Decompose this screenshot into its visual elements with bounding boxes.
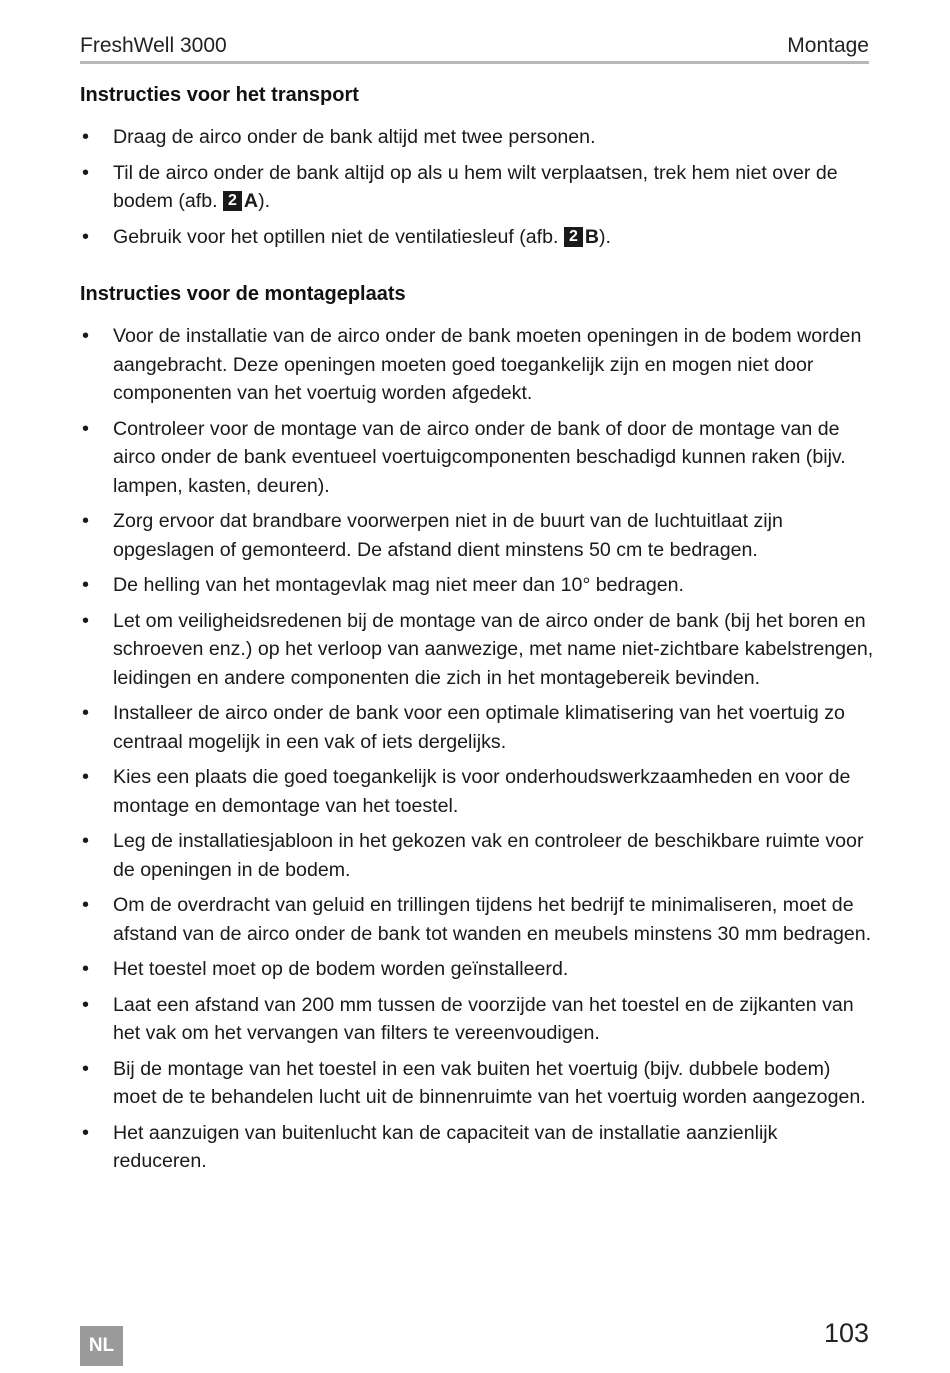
list-item-text: Om de overdracht van geluid en trillingen tijdens het bedrijf te minimaliseren, moet de afstand van de airco onder de bank tot wanden en meubels minstens 30 mm bedragen. <box>113 894 872 945</box>
bullet-icon: • <box>82 161 90 184</box>
bullet-icon: • <box>82 993 90 1016</box>
list-item-text: Controleer voor de montage van de airco onder de bank of door de montage van de airco onder de bank eventueel voertuigcomponenten beschadigd kunnen raken (bijv. lampen, kasten, deuren). <box>113 417 846 497</box>
list-item <box>80 159 875 216</box>
list-item-text: Til de airco onder de bank altijd op als u hem wilt verplaatsen, trek hem niet over de bodem (afb. <box>113 161 838 212</box>
bullet-icon: • <box>82 574 90 596</box>
header-chapter-name: Montage <box>787 34 869 57</box>
list-item <box>80 891 875 948</box>
list-item <box>80 827 875 884</box>
page-number: 103 <box>823 1318 869 1348</box>
list-item-text: Het toestel moet op de bodem worden geïnstalleerd. <box>113 958 569 980</box>
figure-part-label: B <box>584 225 599 248</box>
bullet-icon: • <box>82 958 90 980</box>
list-item-text: Draag de airco onder de bank altijd met twee personen. <box>113 126 596 148</box>
list-item-text: Zorg ervoor dat brandbare voorwerpen niet in de buurt van de luchtuitlaat zijn opgeslagen of gemonteerd. De afstand dient minstens 50 cm te bedragen. <box>113 510 783 561</box>
list-item <box>80 507 875 564</box>
list-item-text: Voor de installatie van de airco onder de bank moeten openingen in de bodem worden aangebracht. Deze openingen moeten goed toegankelijk zijn en mogen niet door componenten van het voertuig worden afgedekt. <box>113 325 862 404</box>
list-item <box>80 763 875 820</box>
bullet-icon: • <box>82 894 90 916</box>
bullet-icon: • <box>82 417 90 440</box>
list-item <box>80 607 875 693</box>
list-item-text-end: ). <box>258 190 271 212</box>
bullet-icon: • <box>82 766 90 788</box>
bullet-icon: • <box>82 325 90 347</box>
list-item-text: Het aanzuigen van buitenlucht kan de capaciteit van de installatie aanzienlijk reduceren. <box>113 1121 778 1172</box>
list-item <box>80 1055 875 1112</box>
figure-part-label: A <box>243 190 259 212</box>
list-item <box>80 991 875 1048</box>
list-item <box>80 415 875 501</box>
list-item <box>80 322 875 408</box>
list-item-text: De helling van het montagevlak mag niet meer dan 10° bedragen. <box>113 574 684 596</box>
bullet-icon: • <box>82 1057 90 1080</box>
mounting-location-instructions-list <box>80 322 875 1183</box>
list-item <box>80 699 875 756</box>
list-item <box>80 223 875 252</box>
list-item-text: Installeer de airco onder de bank voor een optimale klimatisering van het voertuig zo centraal mogelijk in een vak of iets dergelijks. <box>113 702 845 753</box>
list-item-text: Kies een plaats die goed toegankelijk is voor onderhoudswerkzaamheden en voor de montage en demontage van het toestel. <box>113 766 851 817</box>
list-item <box>80 955 875 984</box>
page-header <box>80 30 869 64</box>
figure-number-badge: 2 <box>564 227 583 247</box>
bullet-icon: • <box>82 1121 90 1144</box>
list-item <box>80 571 875 600</box>
section-title-mounting-location: Instructies voor de montageplaats <box>80 283 406 305</box>
bullet-icon: • <box>82 702 90 724</box>
bullet-icon: • <box>82 609 90 632</box>
list-item-text: Let om veiligheidsredenen bij de montage van de airco onder de bank (bij het boren en schroeven enz.) op het verloop van aanwezige, met name niet-zichtbare kabelstrengen, leidingen en andere componenten die zich in het montagebereik bevinden. <box>113 609 874 689</box>
figure-number-badge: 2 <box>223 191 242 211</box>
bullet-icon: • <box>82 126 90 148</box>
language-badge: NL <box>80 1326 123 1366</box>
header-product-name: FreshWell 3000 <box>80 34 227 57</box>
bullet-icon: • <box>82 225 90 248</box>
bullet-icon: • <box>82 510 90 532</box>
list-item <box>80 123 875 152</box>
list-item-text: Gebruik voor het optillen niet de ventilatiesleuf (afb. <box>113 225 559 248</box>
section-title-transport: Instructies voor het transport <box>80 84 359 106</box>
list-item-text: Laat een afstand van 200 mm tussen de voorzijde van het toestel en de zijkanten van het vak om het vervangen van filters te vereenvoudigen. <box>113 993 854 1044</box>
list-item-text-end: ). <box>599 225 611 248</box>
transport-instructions-list <box>80 123 875 258</box>
list-item-text: Bij de montage van het toestel in een vak buiten het voertuig (bijv. dubbele bodem) moet de te behandelen lucht uit de binnenruimte van het voertuig worden aangezogen. <box>113 1057 866 1108</box>
bullet-icon: • <box>82 830 90 852</box>
list-item-text: Leg de installatiesjabloon in het gekozen vak en controleer de beschikbare ruimte voor de openingen in de bodem. <box>113 830 864 881</box>
list-item <box>80 1119 875 1176</box>
